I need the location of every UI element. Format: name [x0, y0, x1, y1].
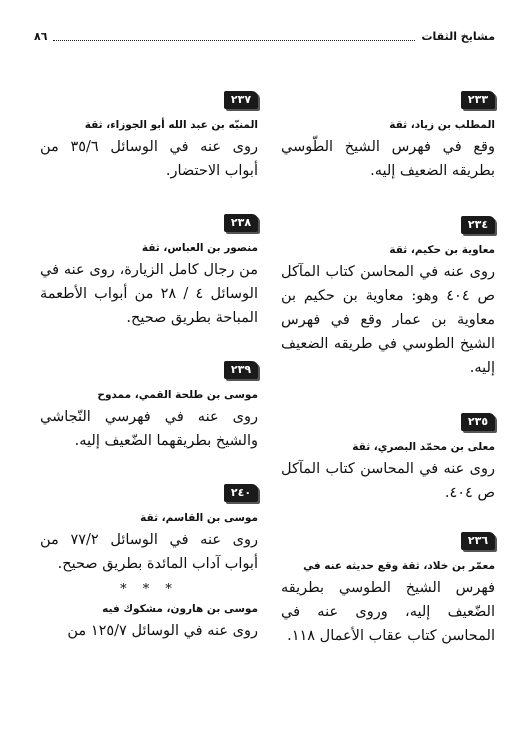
entry-final — [40, 603, 258, 643]
entry-text: فهرس الشيخ الطوسي بطريقه الضّعيف إليه، وروى عنه في المحاسن كتاب عقاب الأعمال ١١٨. — [281, 580, 495, 644]
entry-number-badge: ٢٣٧ — [224, 91, 258, 109]
page-header — [34, 26, 495, 46]
entry-name: معاوية بن حكيم، ثقة — [389, 244, 495, 256]
entry-236 — [281, 529, 495, 648]
entry-233 — [281, 88, 495, 183]
entry-name: موسى بن طلحة القمي، ممدوح — [97, 389, 258, 401]
section-stars: * * * — [120, 582, 178, 597]
entry-234 — [281, 213, 495, 380]
entry-text: روى عنه في الوسائل ٣٥/٦ من أبواب الاحتضار. — [40, 139, 258, 179]
entry-name: موسى بن القاسم، ثقة — [140, 512, 258, 524]
entry-number-badge: ٢٣٨ — [224, 214, 258, 232]
entry-239 — [40, 358, 258, 453]
entry-number-badge: ٢٣٥ — [461, 413, 495, 431]
entry-238 — [40, 211, 258, 330]
entry-name: منصور بن العباس، ثقة — [141, 242, 258, 254]
entry-235 — [281, 410, 495, 505]
entry-text: روى عنه في الوسائل ٧٧/٢ من أبواب آداب المائدة بطريق صحيح. — [40, 532, 258, 572]
entry-240 — [40, 481, 258, 576]
entry-number-badge: ٢٣٦ — [461, 532, 495, 550]
entry-text: وقع في فهرس الشيخ الطّوسي بطريقه الضعيف إليه. — [281, 139, 495, 179]
entry-name: معلى بن محمّد البصري، ثقة — [352, 441, 495, 453]
entry-text: روى عنه في المحاسن كتاب المآكل ص ٤٠٤ وهو: معاوية بن حكيم بن معاوية بن عمار وقع في فهرس الشيخ الطوسي في طريقه الضعيف إليه. — [281, 264, 495, 376]
right-column — [281, 88, 495, 670]
entry-name: المطلب بن زياد، ثقة — [389, 119, 495, 131]
entry-text: روى عنه في فهرسي النّجاشي والشيخ بطريقهما الضّعيف إليه. — [40, 409, 258, 449]
entry-number-badge: ٢٣٩ — [224, 361, 258, 379]
left-column — [40, 88, 258, 665]
entry-name: المنبّه بن عبد الله أبو الجوزاء، ثقة — [84, 119, 258, 131]
entry-text: روى عنه في الوسائل ١٢٥/٧ من — [67, 623, 258, 639]
dotted-leader — [53, 31, 415, 41]
entry-name: معمّر بن خلاد، ثقة وقع حديثه عنه في — [303, 560, 495, 572]
entry-number-badge: ٢٣٣ — [461, 91, 495, 109]
entry-name: موسى بن هارون، مشكوك فيه — [102, 603, 258, 615]
page-number: ٨٦ — [34, 29, 48, 43]
page-title: مشايخ الثقات — [421, 29, 495, 43]
entry-text: من رجال كامل الزيارة، روى عنه في الوسائل ٤ / ٢٨ من أبواب الأطعمة المباحة بطريق صحيح. — [40, 262, 258, 326]
entry-number-badge: ٢٣٤ — [461, 216, 495, 234]
entry-number-badge: ٢٤٠ — [224, 484, 258, 502]
entry-237 — [40, 88, 258, 183]
entry-text: روى عنه في المحاسن كتاب المآكل ص ٤٠٤. — [281, 461, 495, 501]
